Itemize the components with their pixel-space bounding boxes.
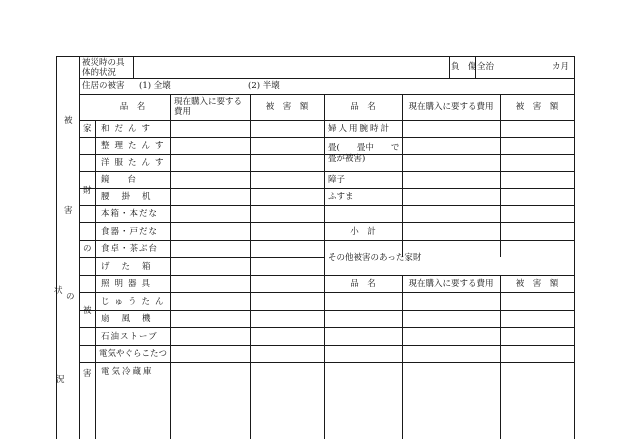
rule <box>449 56 450 78</box>
rule <box>133 56 134 78</box>
rule <box>500 94 501 257</box>
list-item: 婦人用腕時計 <box>328 124 392 134</box>
rule <box>402 94 403 257</box>
section-char: 被 <box>64 116 73 126</box>
subtotal-label: 小 計 <box>350 227 376 237</box>
list-item: 畳( 畳中 で <box>328 143 400 153</box>
disaster-label: 体的状況 <box>82 68 117 78</box>
rule <box>170 94 171 439</box>
col-item: 品 名 <box>350 102 376 112</box>
col-damage: 被 害 額 <box>265 102 309 112</box>
furniture-char: 害 <box>83 369 92 379</box>
furniture-char: 家 <box>83 124 92 134</box>
col-cost: 現在購入に要する費用 <box>408 279 494 289</box>
list-item: 整理たんす <box>101 141 169 151</box>
furniture-char: 被 <box>83 306 92 316</box>
rule <box>79 56 80 439</box>
furniture-char: の <box>83 244 92 254</box>
list-item: 電気冷蔵庫 <box>101 367 154 377</box>
rule <box>500 275 501 439</box>
list-item: ふすま <box>328 192 354 202</box>
col-cost: 現在購入に要する <box>174 97 243 107</box>
title-char: の <box>66 292 75 302</box>
list-item: 畳が被害) <box>328 154 366 164</box>
col-item: 品 名 <box>350 279 376 289</box>
house-option-2: (2) 半壊 <box>248 81 280 91</box>
rule <box>250 94 251 439</box>
full-cure-label: 全治 <box>477 62 495 72</box>
rule <box>95 120 96 439</box>
rule <box>79 78 575 79</box>
months-label: カ月 <box>552 62 570 72</box>
rule <box>574 56 575 439</box>
list-item: 電気やぐらこたつ <box>99 349 168 359</box>
col-item: 品 名 <box>119 102 146 112</box>
furniture-char: 財 <box>83 186 92 196</box>
list-item: 食卓・茶ぶ台 <box>101 244 159 254</box>
rule <box>402 275 403 439</box>
col-damage: 被 害 額 <box>515 102 559 112</box>
list-item: 食器・戸だな <box>101 227 159 237</box>
injury-label: 負 傷 <box>451 62 477 72</box>
list-item: げた箱 <box>101 262 163 272</box>
section-char: 害 <box>64 206 73 216</box>
disaster-label: 被災時の具 <box>82 58 125 68</box>
col-damage: 被 害 額 <box>515 279 559 289</box>
col-cost: 費用 <box>174 107 192 117</box>
list-item: 本箱・本だな <box>101 209 159 219</box>
list-item: 障子 <box>328 175 346 185</box>
rule <box>79 257 325 258</box>
title-char: 状 <box>54 286 63 296</box>
list-item: じゅうたん <box>101 297 169 307</box>
list-item: 和だんす <box>101 124 156 134</box>
title-char: 況 <box>56 375 65 385</box>
list-item: 鏡台 <box>101 175 155 185</box>
list-item: 洋服たんす <box>101 158 169 168</box>
list-item: 照明器具 <box>101 279 156 289</box>
list-item: 腰掛机 <box>101 192 163 202</box>
list-item: 扇風機 <box>101 314 163 324</box>
other-items-label: その他被害のあった家財 <box>328 253 422 263</box>
list-item: 石油ストーブ <box>101 332 158 342</box>
col-cost: 現在購入に要する費用 <box>408 102 494 112</box>
rule <box>324 94 325 439</box>
house-option-1: (1) 全壊 <box>139 81 171 91</box>
house-damage-label: 住居の被害 <box>82 81 125 91</box>
